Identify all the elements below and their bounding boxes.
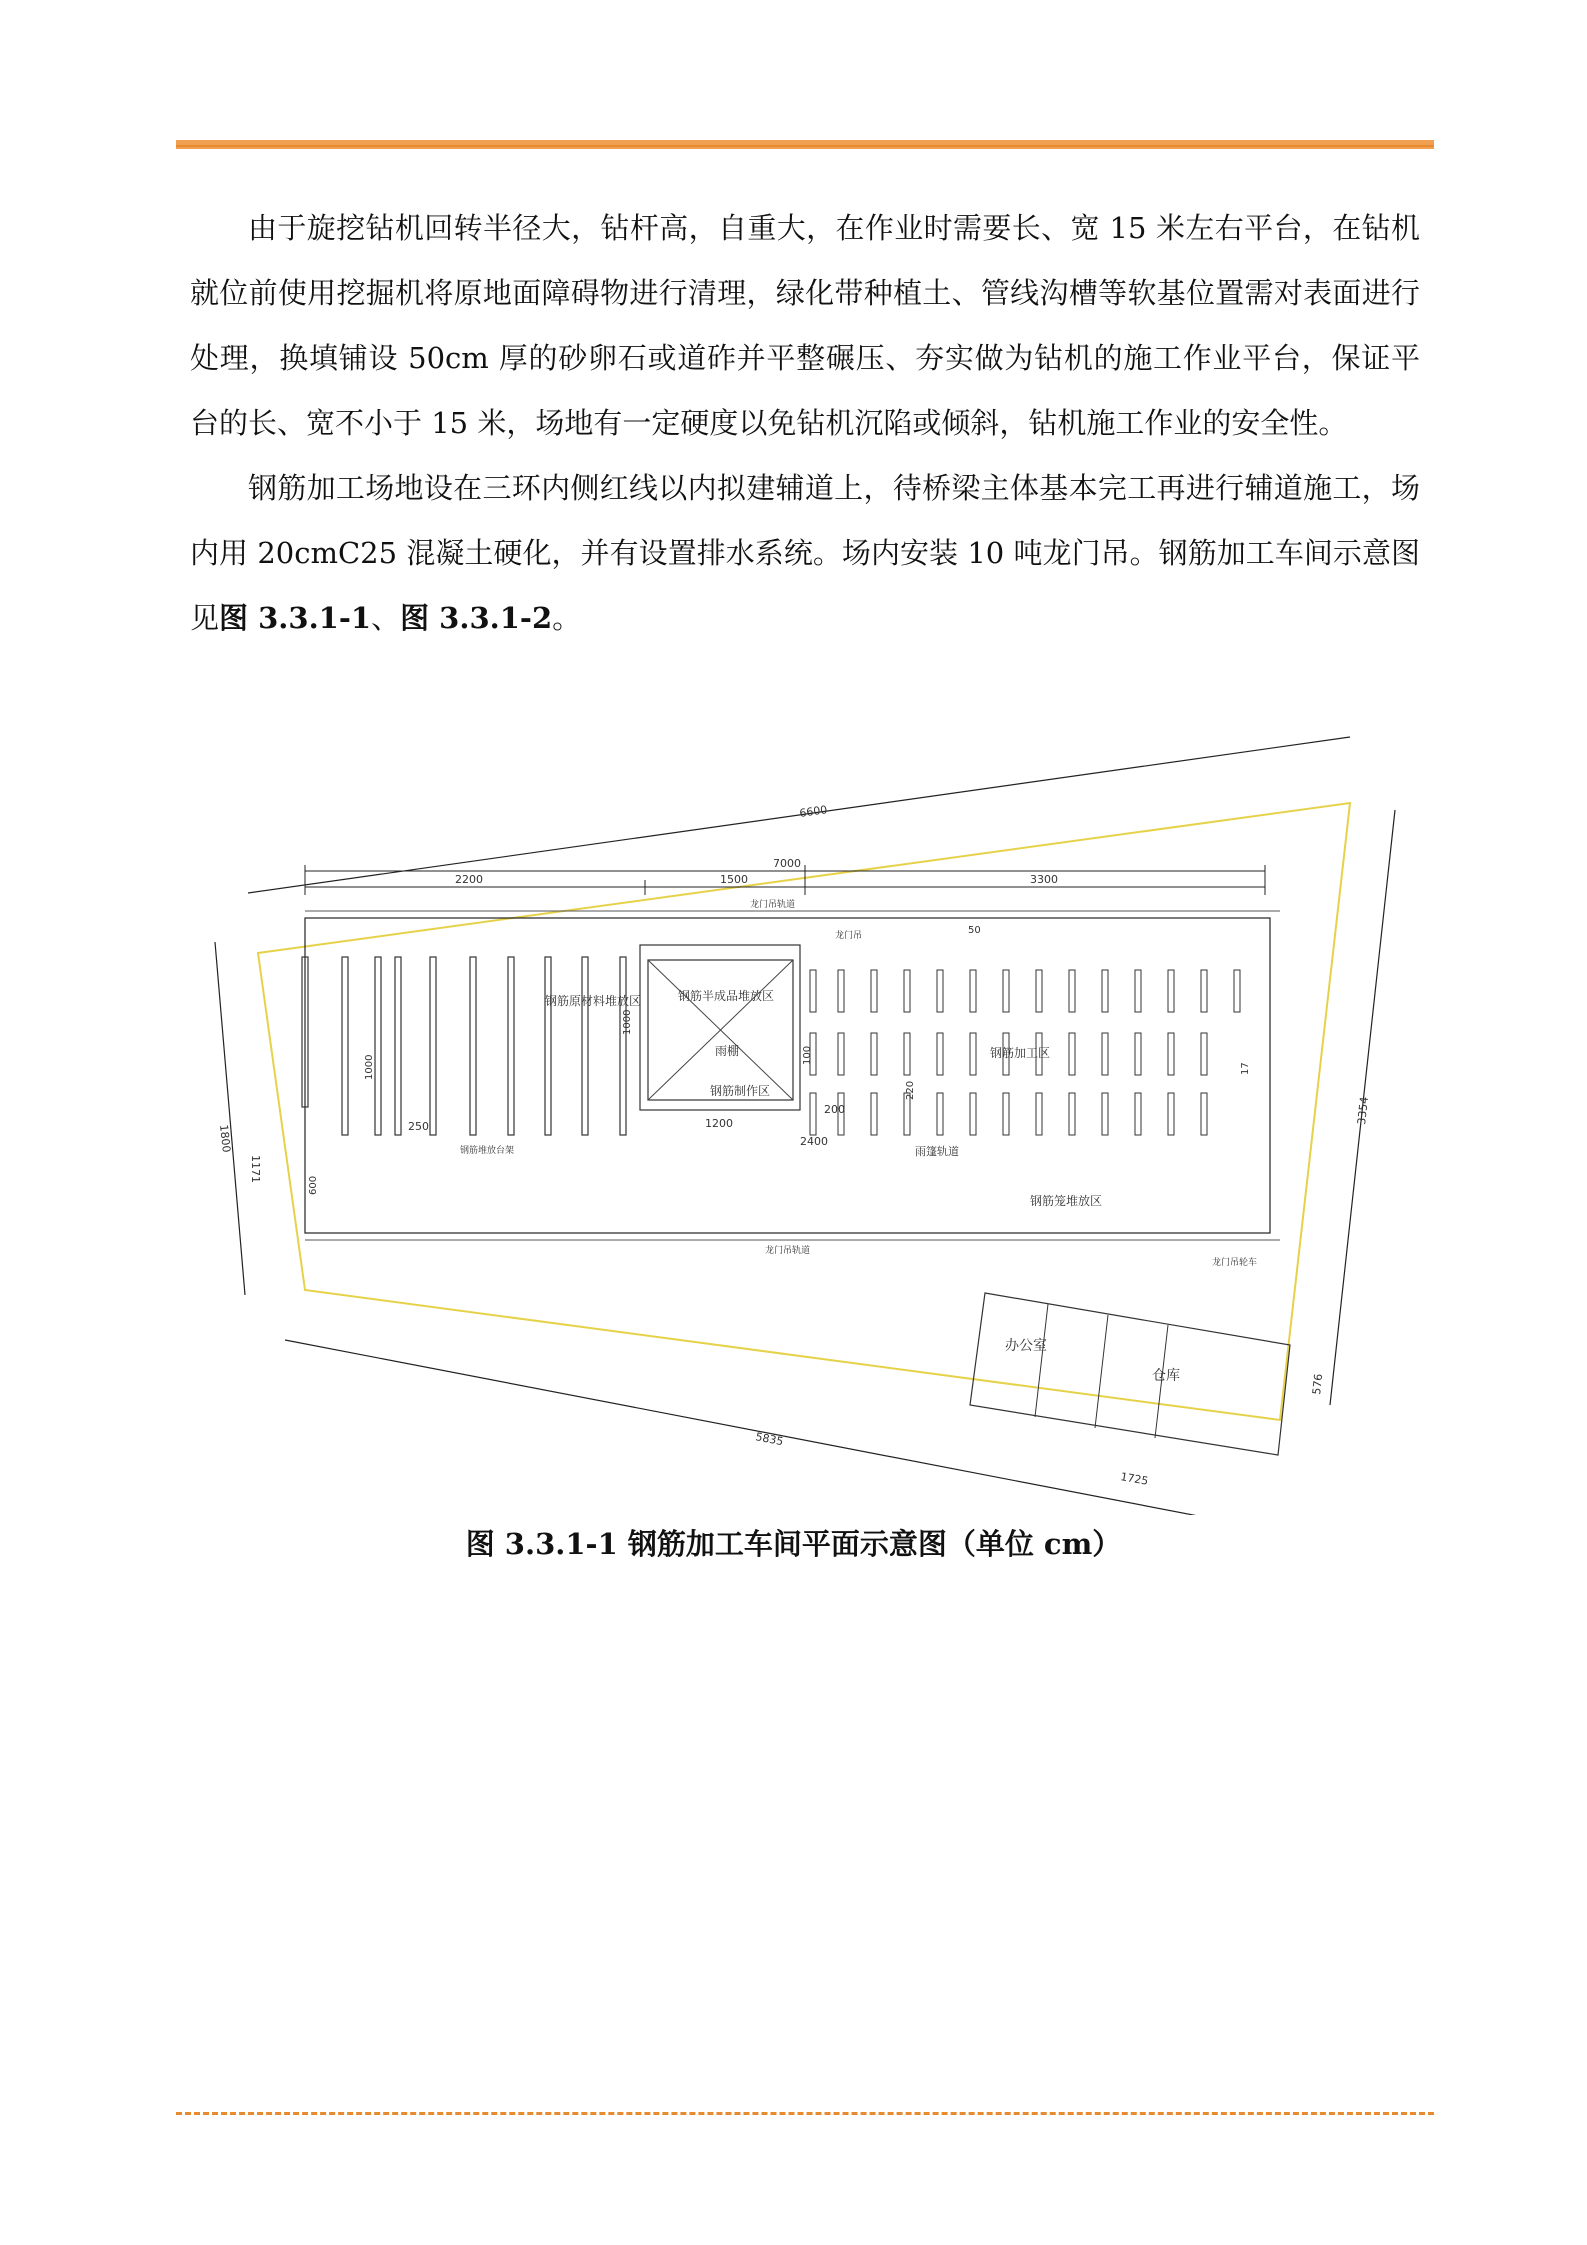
office-divider-1 bbox=[1035, 1304, 1048, 1417]
label-gantry-bottom: 龙门吊轮车 bbox=[1212, 1258, 1258, 1268]
dim-bar-length: 1000 bbox=[364, 1054, 375, 1080]
rack bbox=[620, 957, 626, 1135]
dim-left2: 1171 bbox=[249, 1155, 262, 1183]
label-office: 办公室 bbox=[1005, 1338, 1047, 1354]
office-divider-2 bbox=[1095, 1315, 1108, 1428]
site-plan-drawing bbox=[190, 735, 1430, 1515]
dim-gap-100: 100 bbox=[802, 1045, 813, 1065]
dim-right-17: 17 bbox=[1240, 1062, 1251, 1075]
rack bbox=[430, 957, 436, 1135]
dim-top-inner: 7000 bbox=[773, 857, 801, 870]
label-semi-finished: 钢筋半成品堆放区 bbox=[678, 989, 775, 1003]
dim-left-600: 600 bbox=[308, 1175, 319, 1195]
rack bbox=[545, 957, 551, 1135]
dim-semi-height: 1000 bbox=[622, 1009, 633, 1035]
label-gantry-track-bottom: 龙门吊轨道 bbox=[765, 1246, 811, 1256]
label-cage-storage: 钢筋笼堆放区 bbox=[1030, 1194, 1103, 1208]
dim-semi-width: 1200 bbox=[705, 1117, 733, 1130]
dim-right: 3354 bbox=[1355, 1096, 1371, 1126]
dim-gap-220: 220 bbox=[905, 1080, 916, 1100]
rack bbox=[342, 957, 348, 1135]
dim-gap-200: 200 bbox=[824, 1103, 845, 1116]
dim-bottom: 5835 bbox=[754, 1430, 785, 1449]
dim-bar-spacing: 250 bbox=[408, 1120, 429, 1133]
figure-ref-1[interactable]: 图 3.3.1-1 bbox=[219, 601, 372, 635]
label-warehouse: 仓库 bbox=[1152, 1368, 1180, 1384]
rack bbox=[582, 957, 588, 1135]
dim-top-50: 50 bbox=[968, 925, 981, 936]
dim-seg2: 1500 bbox=[720, 873, 748, 886]
dim-seg1: 2200 bbox=[455, 873, 483, 886]
dim-right-small: 576 bbox=[1310, 1373, 1326, 1396]
dim-top-outer: 6600 bbox=[798, 803, 829, 820]
raw-material-racks bbox=[302, 957, 626, 1135]
office-building bbox=[970, 1293, 1290, 1455]
rack bbox=[470, 957, 476, 1135]
dim-office-width: 1725 bbox=[1119, 1470, 1150, 1488]
row-1 bbox=[810, 970, 1240, 1012]
rack bbox=[375, 957, 381, 1135]
label-shed-rail: 雨篷轨道 bbox=[915, 1145, 959, 1158]
body-text bbox=[190, 196, 1420, 651]
header-rule bbox=[176, 140, 1434, 149]
dim-left: 1800 bbox=[217, 1123, 233, 1154]
row-3 bbox=[810, 1093, 1207, 1135]
dim-total-2400: 2400 bbox=[800, 1135, 828, 1148]
paragraph-1: 由于旋挖钻机回转半径大，钻杆高，自重大，在作业时需要长、宽 15 米左右平台，在钻机就位前使用挖掘机将原地面障碍物进行清理，绿化带种植土、管线沟槽等软基位置需对表面进行处理，换填铺设 50cm 厚的砂卵石或道砟并平整碾压、夯实做为钻机的施工作业平台，保证平台的长、宽不小于 15 米，场地有一定硬度以免钻机沉陷或倾斜，钻机施工作业的安全性。 bbox=[190, 211, 1420, 440]
rack bbox=[508, 957, 514, 1135]
rack bbox=[395, 957, 401, 1135]
label-shed: 雨棚 bbox=[715, 1044, 740, 1058]
site-plan-figure bbox=[190, 735, 1430, 1515]
footer-rule bbox=[176, 2112, 1434, 2115]
figure-ref-2[interactable]: 图 3.3.1-2 bbox=[400, 601, 553, 635]
label-bar-stand: 钢筋堆放台架 bbox=[460, 1146, 515, 1156]
label-gantry-top: 龙门吊 bbox=[835, 931, 863, 941]
label-raw-material: 钢筋原材料堆放区 bbox=[545, 994, 642, 1008]
dim-line-bottom bbox=[285, 1340, 1245, 1515]
paragraph-2 bbox=[190, 456, 1420, 651]
dim-line-left bbox=[215, 942, 245, 1295]
label-fabrication: 钢筋制作区 bbox=[710, 1084, 771, 1098]
label-processing: 钢筋加工区 bbox=[990, 1046, 1051, 1060]
dim-seg3: 3300 bbox=[1030, 873, 1058, 886]
label-gantry-track-top: 龙门吊轨道 bbox=[750, 900, 796, 910]
paragraph-2-end: 。 bbox=[552, 601, 582, 635]
ref-separator: 、 bbox=[371, 601, 401, 635]
paragraph-2-text: 钢筋加工场地设在三环内侧红线以内拟建辅道上，待桥梁主体基本完工再进行辅道施工，场内用 20cmC25 混凝土硬化，并有设置排水系统。场内安装 10 吨龙门吊。钢筋加工车间示意图见 bbox=[190, 471, 1420, 635]
figure-caption: 图 3.3.1-1 钢筋加工车间平面示意图（单位 cm） bbox=[465, 1527, 1122, 1561]
